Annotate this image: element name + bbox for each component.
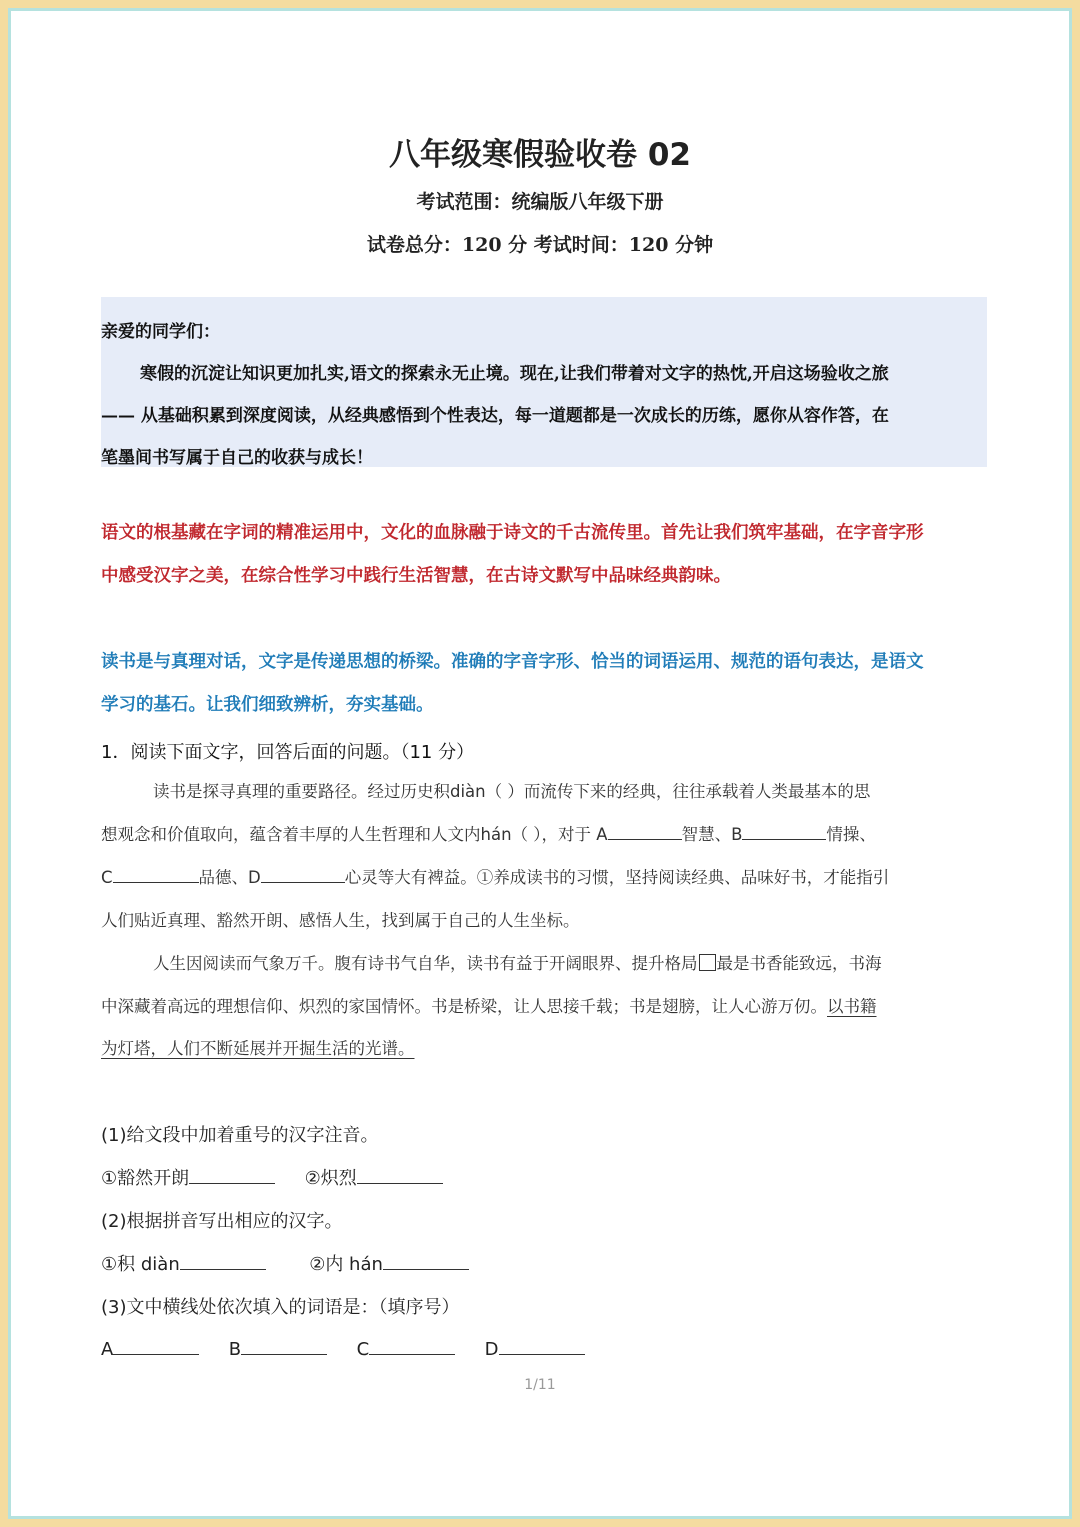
passage-2-line-3-underlined: 为灯塔，人们不断延展并开掘生活的光谱。 — [101, 1039, 415, 1058]
exam-page — [8, 8, 1072, 1519]
sub-question-1-answers — [101, 1164, 443, 1190]
sub2-blank-b[interactable] — [383, 1251, 469, 1270]
sub-question-3: (3)文中横线处依次填入的词语是：（填序号） — [101, 1297, 460, 1318]
passage-2-line-2 — [101, 993, 877, 1017]
blank-b[interactable] — [742, 821, 826, 840]
passage-text: 而流传下来的经典，往往承载着人类最基本的思 — [523, 782, 871, 801]
word-c: 品德、 — [198, 868, 249, 887]
exam-title: 八年级寒假验收卷 02 — [389, 137, 691, 173]
passage-text: 读书是探寻真理的重要路径。经过历史积 — [153, 782, 450, 801]
page-number: 1/11 — [524, 1377, 556, 1393]
passage-text: ，对于 — [541, 825, 592, 844]
sub-question-2-answers — [101, 1250, 469, 1276]
missing-punctuation-box[interactable] — [699, 954, 716, 971]
blank-label-c: C — [101, 868, 113, 887]
sub3-blank-d[interactable] — [499, 1336, 585, 1355]
blank-label-d: D — [248, 868, 261, 887]
blank-label-b: B — [731, 825, 743, 844]
sub3-label-c: C — [356, 1339, 370, 1360]
sub3-blank-c[interactable] — [369, 1336, 455, 1355]
exam-score-time: 试卷总分：120 分 考试时间：120 分钟 — [366, 234, 714, 256]
red-section-line-2: 中感受汉字之美，在综合性学习中践行生活智慧，在古诗文默写中品味经典韵味。 — [101, 566, 731, 586]
blank-d[interactable] — [261, 864, 345, 883]
red-section-line-1: 语文的根基藏在字词的精准运用中，文化的血脉融于诗文的千古流传里。首先让我们筑牢基础，在字音字形 — [101, 523, 924, 543]
blank-c[interactable] — [113, 864, 199, 883]
passage-text: 最是书香能致远，书海 — [716, 954, 882, 973]
word-b: 情操、 — [826, 825, 876, 844]
passage-text: 中深藏着高远的理想信仰、炽烈的家国情怀。书是桥梁，让人思接千载；书是翅膀，让人心游万仞。 — [101, 997, 827, 1016]
sub1-item-b: ②炽烈 — [304, 1168, 357, 1189]
sub-question-2: (2)根据拼音写出相应的汉字。 — [101, 1211, 343, 1232]
sub3-label-b: B — [228, 1339, 242, 1360]
passage-1-line-2 — [101, 821, 876, 845]
blue-section-line-2: 学习的基石。让我们细致辨析，夯实基础。 — [101, 695, 434, 715]
sub3-blank-b[interactable] — [241, 1336, 327, 1355]
sub2-item-a: ①积 diàn — [101, 1254, 180, 1275]
blank-label-a: A — [596, 825, 608, 844]
word-a: 智慧、 — [681, 825, 732, 844]
sub2-item-b: ②内 hán — [309, 1254, 383, 1275]
passage-2-line-1 — [153, 950, 882, 974]
intro-line-2: —— 从基础积累到深度阅读，从经典感悟到个性表达，每一道题都是一次成长的历练，愿你从容作答，在 — [101, 406, 889, 426]
sub3-label-d: D — [484, 1339, 499, 1360]
pinyin-han: hán（ ） — [480, 825, 542, 844]
word-d: 心灵等大有裨益。①养成读书的习惯，坚持阅读经典、品味好书，才能指引 — [344, 868, 890, 887]
intro-line-3: 笔墨间书写属于自己的收获与成长！ — [101, 448, 373, 468]
blank-a[interactable] — [608, 821, 682, 840]
sub3-label-a: A — [101, 1339, 114, 1360]
sub-question-3-answers — [101, 1336, 585, 1360]
underlined-sentence: 以书籍 — [827, 997, 877, 1016]
passage-1-line-1 — [153, 778, 870, 802]
intro-line-1: 寒假的沉淀让知识更加扎实,语文的探索永无止境。现在,让我们带着对文字的热忱,开启这场验收之旅 — [140, 364, 889, 384]
sub3-blank-a[interactable] — [113, 1336, 199, 1355]
passage-text: 人生因阅读而气象万千。腹有诗书气自华，读书有益于开阔眼界、提升格局 — [153, 954, 698, 973]
passage-1-line-3 — [101, 864, 889, 888]
passage-text: 想观念和价值取向，蕴含着丰厚的人生哲理和人文内 — [101, 825, 481, 844]
intro-box — [101, 297, 987, 467]
question-1-heading: 1．阅读下面文字，回答后面的问题。（11 分） — [101, 742, 475, 763]
sub1-item-a: ①豁然开朗 — [101, 1168, 190, 1189]
sub2-blank-a[interactable] — [180, 1251, 266, 1270]
sub1-blank-b[interactable] — [357, 1165, 443, 1184]
intro-greeting: 亲爱的同学们： — [101, 322, 220, 342]
passage-1-line-4: 人们贴近真理、豁然开朗、感悟人生，找到属于自己的人生坐标。 — [101, 911, 580, 930]
pinyin-dian: diàn（ ） — [450, 782, 524, 801]
sub1-blank-a[interactable] — [189, 1165, 275, 1184]
sub-question-1: (1)给文段中加着重号的汉字注音。 — [101, 1125, 379, 1146]
blue-section-line-1: 读书是与真理对话，文字是传递思想的桥梁。准确的字音字形、恰当的词语运用、规范的语句表达，是语文 — [101, 652, 924, 672]
exam-scope: 考试范围：统编版八年级下册 — [416, 191, 664, 213]
